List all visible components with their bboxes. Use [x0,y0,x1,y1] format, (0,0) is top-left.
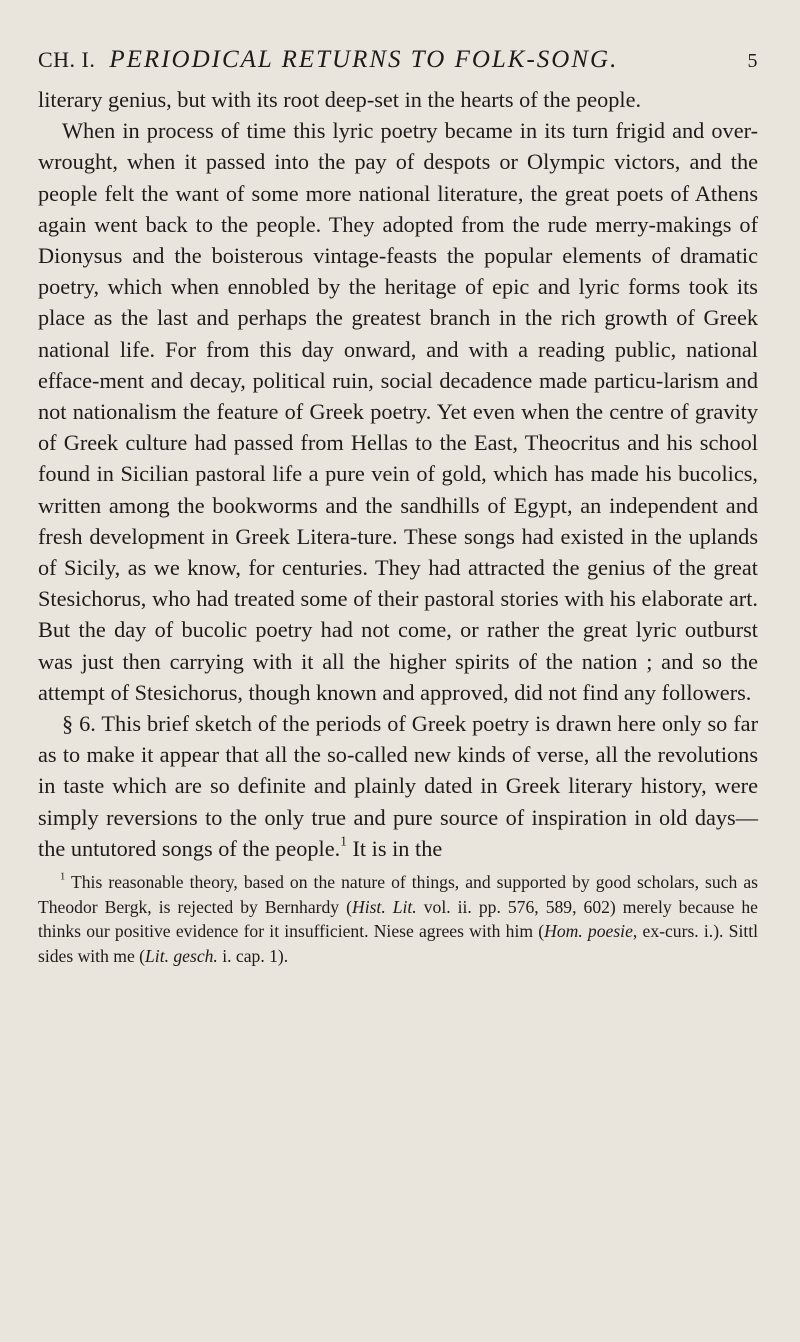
footnote-ref-hom-poesie: Hom. poesie [544,921,633,942]
footnote-marker: 1 [60,871,66,883]
footnote-text-1: This reasonable theory, based on the nature of things, and supported by good scholars, such as Theodor Bergk, is rejected by Bernhardy ( [38,872,758,917]
footnote-reference[interactable]: 1 [340,833,347,849]
footnotes [38,870,758,968]
paragraph-continued: literary genius, but with its root deep-set in the hearts of the people. [38,87,642,112]
footnote-ref-lit-gesch: Lit. gesch. [145,945,218,966]
paragraph-section-6-tail: It is in the [352,835,443,861]
page-number: 5 [747,50,758,72]
running-title: PERIODICAL RETURNS TO FOLK-SONG. [109,46,619,73]
footnote-ref-hist-lit: Hist. Lit. [351,896,417,917]
paragraph-lyric-poetry: When in process of time this lyric poetry became in its turn frigid and over-wrought, when it passed into the pay of despots or Olympic victors, and the people felt the want of some more national literature, the great poets of Athens again went back to the people. They adopted from the rude merry-makings of Dionysus and the boisterous vintage-feasts the popular elements of dramatic poetry, which when ennobled by the heritage of epic and lyric forms took its place as the last and perhaps the greatest branch in the rich growth of Greek national life. For from this day onward, and with a reading public, national efface-ment and decay, political ruin, social decadence made particu-larism and not nationalism the feature of Greek poetry. Yet even when the centre of gravity of Greek culture had passed from Hellas to the East, Theocritus and his school found in Sicilian pastoral life a pure vein of gold, which has made his bucolics, written among the bookworms and the sandhills of Egypt, an independent and fresh development in Greek Litera-ture. These songs had existed in the uplands of Sicily, as we know, for centuries. They had attracted the genius of the great Stesichorus, who had treated some of their pastoral stories with his elaborate art. But the day of bucolic poetry had not come, or rather the great lyric outburst was just then carrying with it all the higher spirits of the nation ; and so the attempt of Stesichorus, though known and approved, did not find any followers. [38,118,758,705]
chapter-label: CH. I. [38,47,96,72]
footnote-text-3: , ex-curs. i.). Sittl sides with me ( [38,921,759,966]
body-text [38,84,758,864]
footnote-text-4: i. cap. 1). [217,945,289,966]
paragraph-section-6-text: § 6. This brief sketch of the periods of Greek poetry is drawn here only so far as to make it appear that all the so-called new kinds of verse, all the revolutions in taste which are so definite and plainly dated in Greek literary history, were simply reversions to the only true and pure source of inspiration in old days—the untutored songs of the people. [38,711,758,861]
paragraph-section-6 [38,708,758,864]
footnote-text-2: vol. ii. pp. 576, 589, 602) merely because he thinks our positive evidence for it insufficient. Niese agrees with him ( [38,896,758,942]
footnote-1 [38,870,758,968]
running-head [38,46,758,74]
